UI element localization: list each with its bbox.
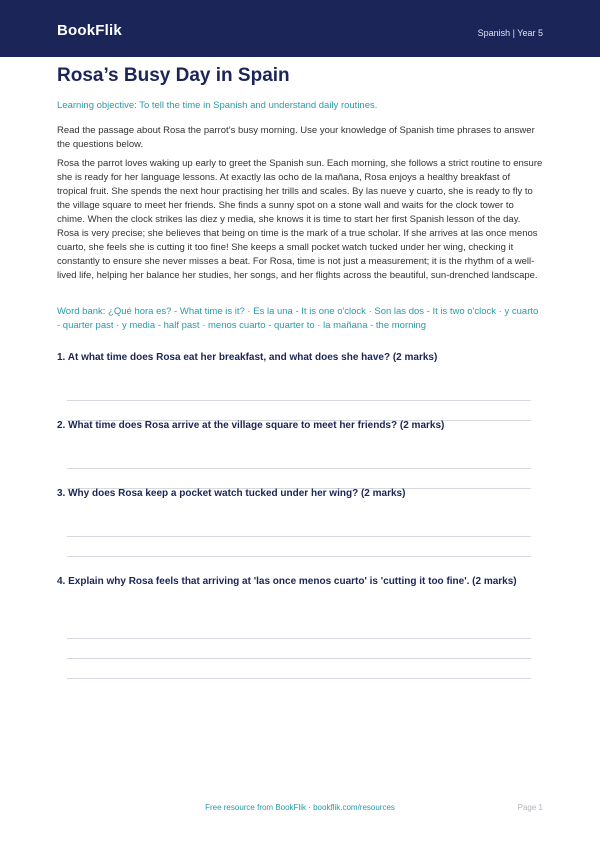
page-header	[0, 0, 600, 57]
answer-line	[67, 638, 531, 639]
instructions: Read the passage about Rosa the parrot’s busy morning. Use your knowledge of Spanish time phrases to answer the questions below.	[57, 125, 535, 150]
answer-line	[67, 400, 531, 401]
reading-passage: Rosa the parrot loves waking up early to greet the Spanish sun. Each morning, she follows a strict routine to ensure she is ready for her language lessons. At exactly las ocho de la mañana, Rosa enjoys a healthy breakfast of tropical fruit. She spends the next hour practising her trills and scales. By las nueve y cuarto, she is ready to fly to the village square to meet her friends. She finds a sunny spot on a stone wall and waits for the clock tower to chime. When the clock strikes las diez y media, she knows it is time to start her first Spanish lesson of the day. Rosa is very precise; she believes that being on time is the mark of a true scholar. If she arrives at las once menos cuarto, she feels she is cutting it too fine! She keeps a small pocket watch tucked under her wing, checking it constantly to ensure she never misses a beat. For Rosa, time is not just a measurement; it is the rhythm of a well-lived life, helping her balance her studies, her songs, and her flights across the beautiful, sun-drenched landscape.	[57, 158, 543, 281]
answer-line	[67, 678, 531, 679]
question-4: 4. Explain why Rosa feels that arriving at 'las once menos cuarto' is 'cutting it too fine'. (2 marks)	[57, 576, 517, 587]
worksheet-title: Rosa’s Busy Day in Spain	[57, 65, 290, 86]
learning-objective: Learning objective: To tell the time in Spanish and understand daily routines.	[57, 100, 378, 111]
page-number: Page 1	[517, 803, 543, 812]
question-2: 2. What time does Rosa arrive at the village square to meet her friends? (2 marks)	[57, 420, 445, 431]
answer-line	[67, 556, 531, 557]
question-3: 3. Why does Rosa keep a pocket watch tucked under her wing? (2 marks)	[57, 488, 406, 499]
question-1: 1. At what time does Rosa eat her breakfast, and what does she have? (2 marks)	[57, 352, 438, 363]
answer-line	[67, 658, 531, 659]
subject-year-label: Spanish | Year 5	[477, 28, 543, 38]
word-bank: Word bank: ¿Qué hora es? - What time is it? · Es la una - It is one o'clock · Son las dos - It is two o'clock · y cuarto - quarter past · y media - half past · menos cuarto - quarter to · la mañana - the morning	[57, 306, 539, 331]
answer-line	[67, 468, 531, 469]
answer-line	[67, 536, 531, 537]
footer-resource-link[interactable]: Free resource from BookFlik · bookflik.com/resources	[205, 803, 395, 812]
brand-logo: BookFlik	[57, 22, 122, 39]
